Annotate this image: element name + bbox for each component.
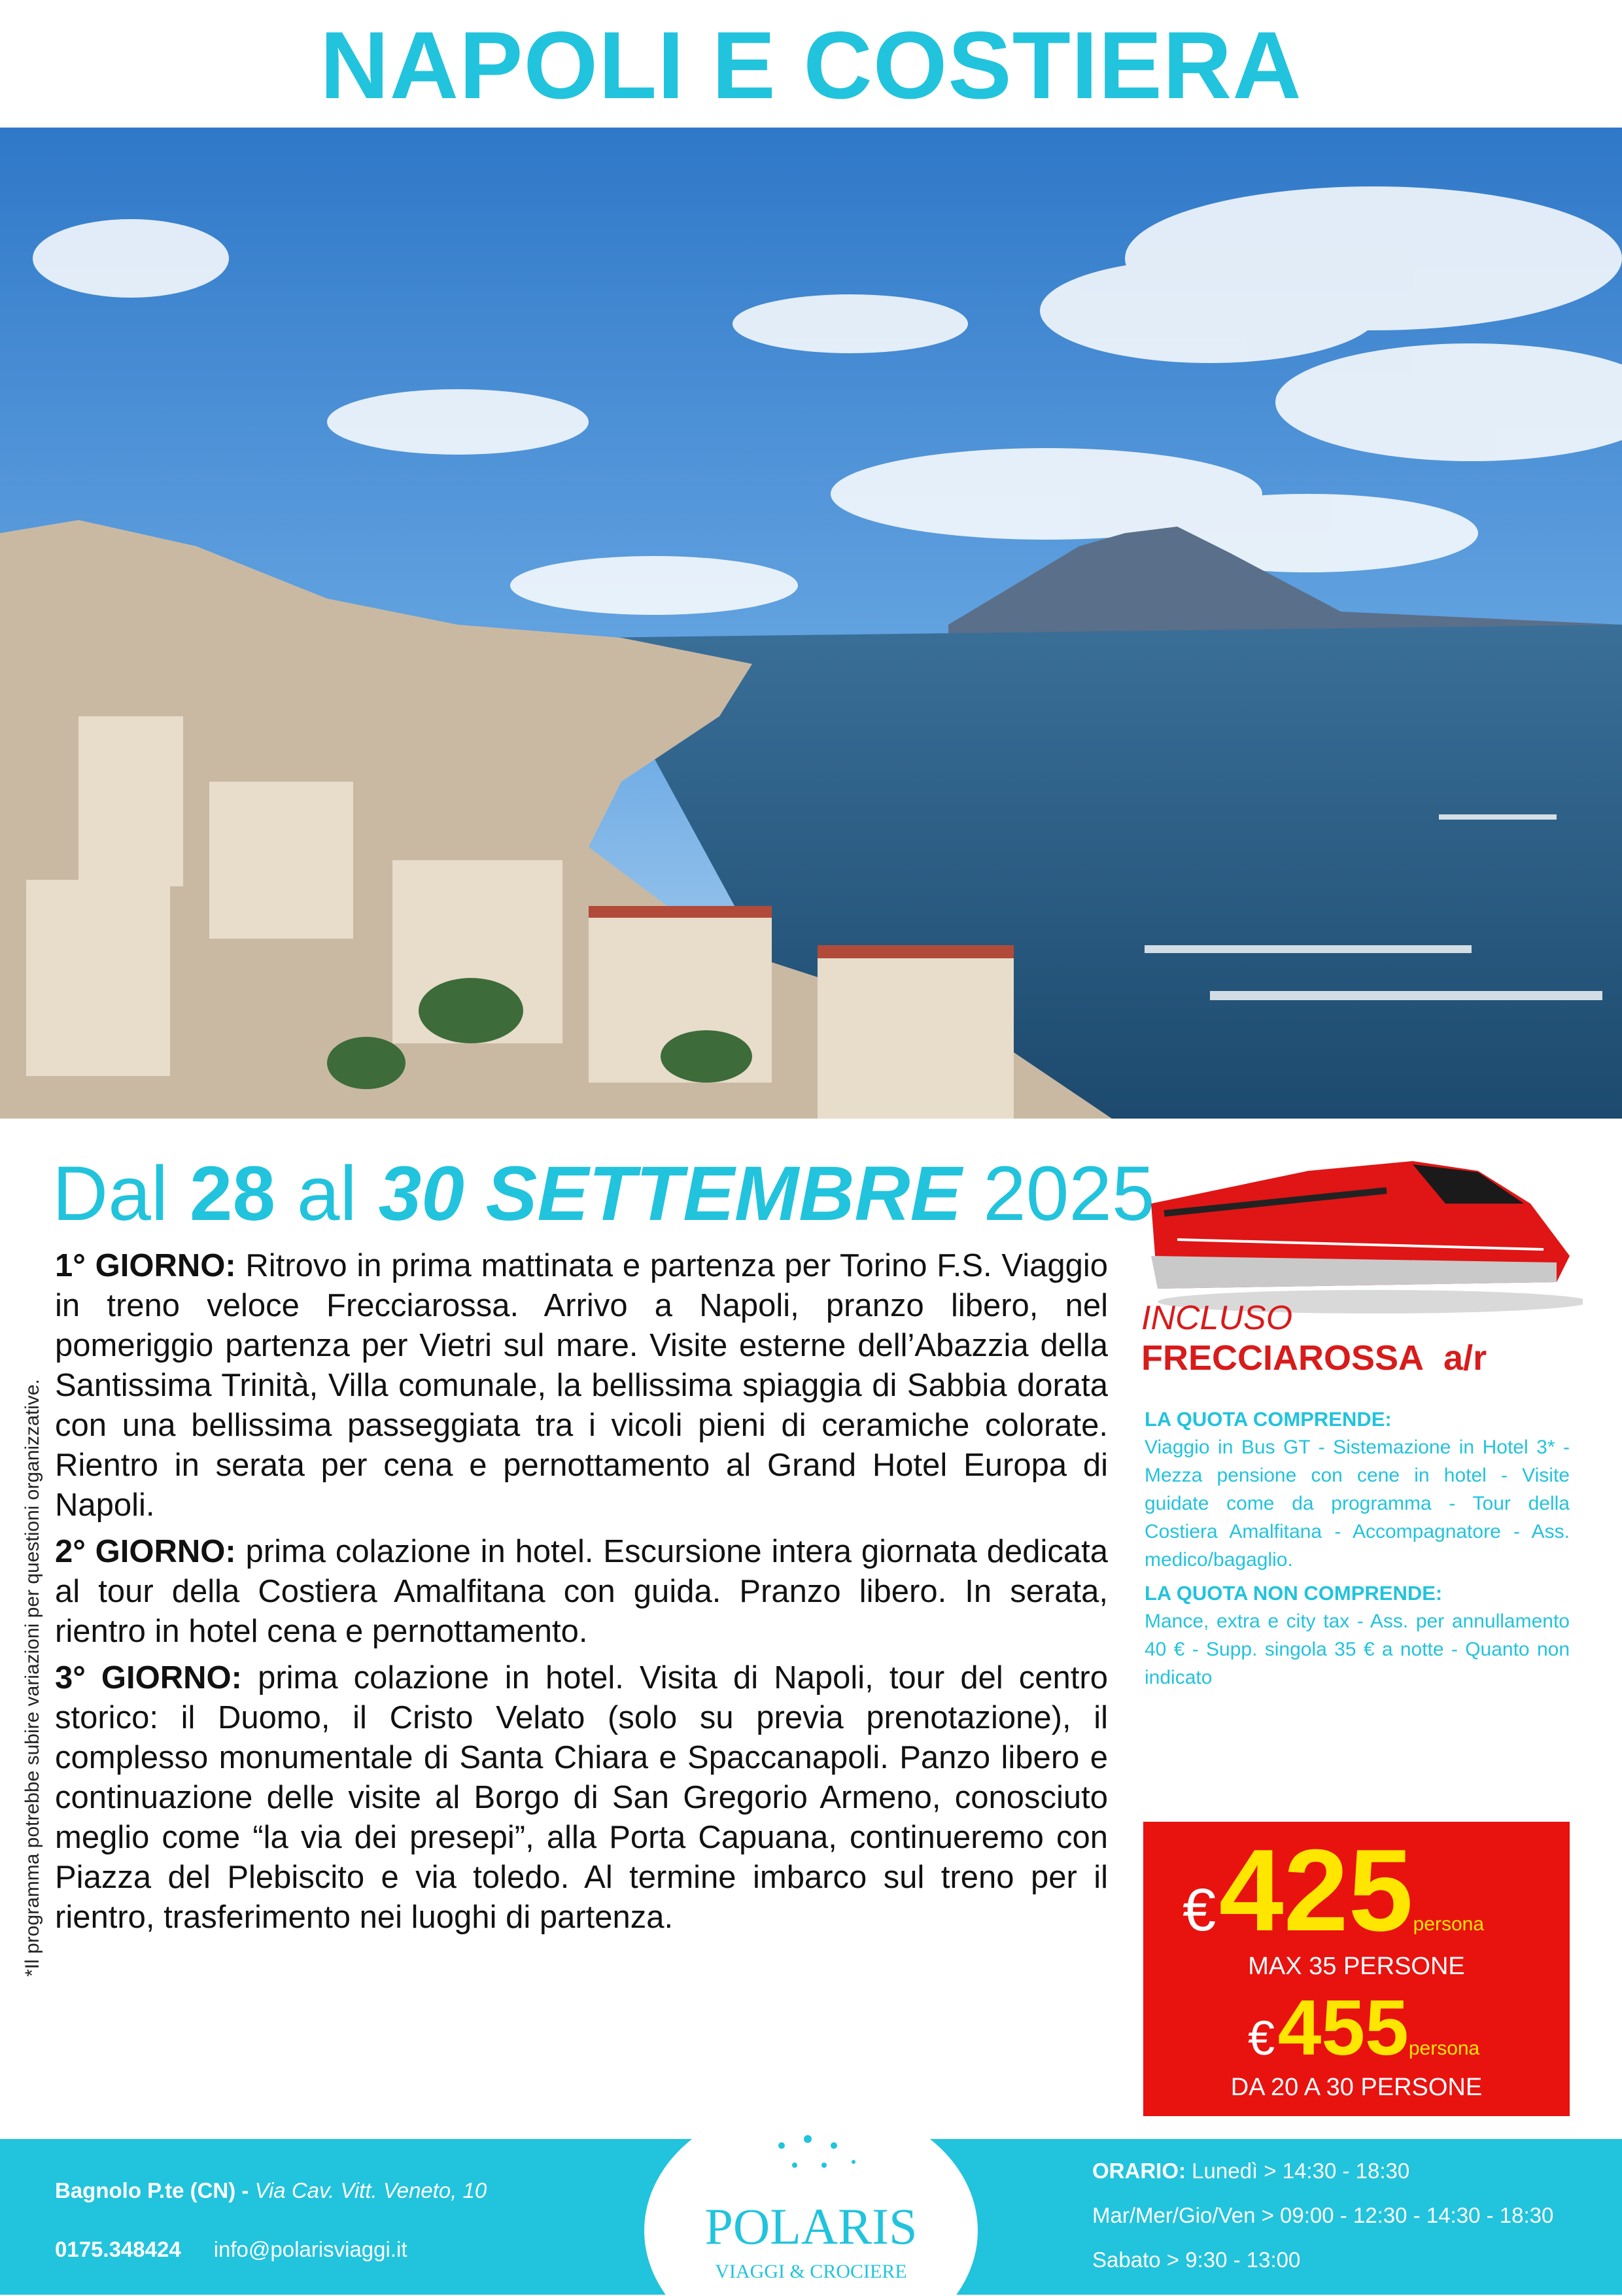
frecciarossa-train-image bbox=[1138, 1125, 1583, 1321]
polaris-logo bbox=[644, 2100, 978, 2296]
day-1: 1° GIORNO: Ritrovo in prima mattinata e partenza per Torino F.S. Viaggio in treno veloce Frecciarossa. Arrivo a Napoli, pranzo libero, nel pomeriggio partenza per Vietri sul mare. Visite esterne dell’Abazzia della Santissima Trinità, Villa comunale, la bellissima spiaggia di Sabbia dorata con una bellissima passeggiata tra i vicoli pieni di ceramiche colorate. Rientro in serata per cena e pernottamento al Grand Hotel Europa di Napoli. bbox=[55, 1248, 1108, 1523]
day-3: 3° GIORNO: prima colazione in hotel. Visita di Napoli, tour del centro storico: il Duomo, il Cristo Velato (solo su previa prenotazione), il complesso monumentale di Santa Chiara e Spaccanapoli. Panzo libero e continuazione delle visite al Borgo di San Gregorio Armeno, conosciuto meglio come “la via dei presepi”, alla Porta Capuana, continueremo con Piazza del Plebiscito e via toledo. Al termine imbarco sul treno per il rientro, trasferimento nei luoghi di partenza. bbox=[55, 1660, 1108, 1935]
footer: Bagnolo P.te (CN) - Via Cav. Vitt. Veneto, 10 0175.348424 info@polarisviaggi.it ORARIO: Lunedì > 14:30 - 18:30 Mar/Mer/Gio/Ven > 09:00 - 12:30 - 14:30 - 18:30 Sabato > 9:30 - 13:00 bbox=[0, 2139, 1622, 2295]
page-title: NAPOLI E COSTIERA bbox=[320, 12, 1302, 118]
day-2: 2° GIORNO: prima colazione in hotel. Escursione intera giornata dedicata al tour della Costiera Amalfitana con guida. Pranzo libero. In serata, rientro in hotel cena e pernottamento. bbox=[55, 1534, 1108, 1649]
disclaimer-note: *Il programma potrebbe subire variazioni per questioni organizzative. bbox=[22, 1379, 43, 1977]
hero-photo-naples bbox=[0, 128, 1622, 1119]
itinerary bbox=[55, 1246, 1108, 2110]
logo-name: POLARIS bbox=[704, 2198, 918, 2255]
logo-subtitle: VIAGGI & CROCIERE bbox=[715, 2261, 907, 2282]
travel-dates: Dal 28 al 30 SETTEMBRE 2025 bbox=[52, 1151, 1155, 1237]
price-box: € 425persona MAX 35 PERSONE € 455persona DA 20 A 30 PERSONE bbox=[1143, 1822, 1570, 2116]
price-conditions: LA QUOTA COMPRENDE: Viaggio in Bus GT - Sistemazione in Hotel 3* - Mezza pensione con cene in hotel - Visite guidate come da programma - Tour della Costiera Amalfitana - Accompagnatore - Ass. medico/bagaglio. LA QUOTA NON COMPRENDE: Mance, extra e city tax - Ass. per annullamento 40 € - Supp. singola 35 € a notte - Quanto non indicato bbox=[1145, 1408, 1570, 1688]
included-train: INCLUSO FRECCIAROSSA a/r bbox=[1141, 1299, 1487, 1378]
